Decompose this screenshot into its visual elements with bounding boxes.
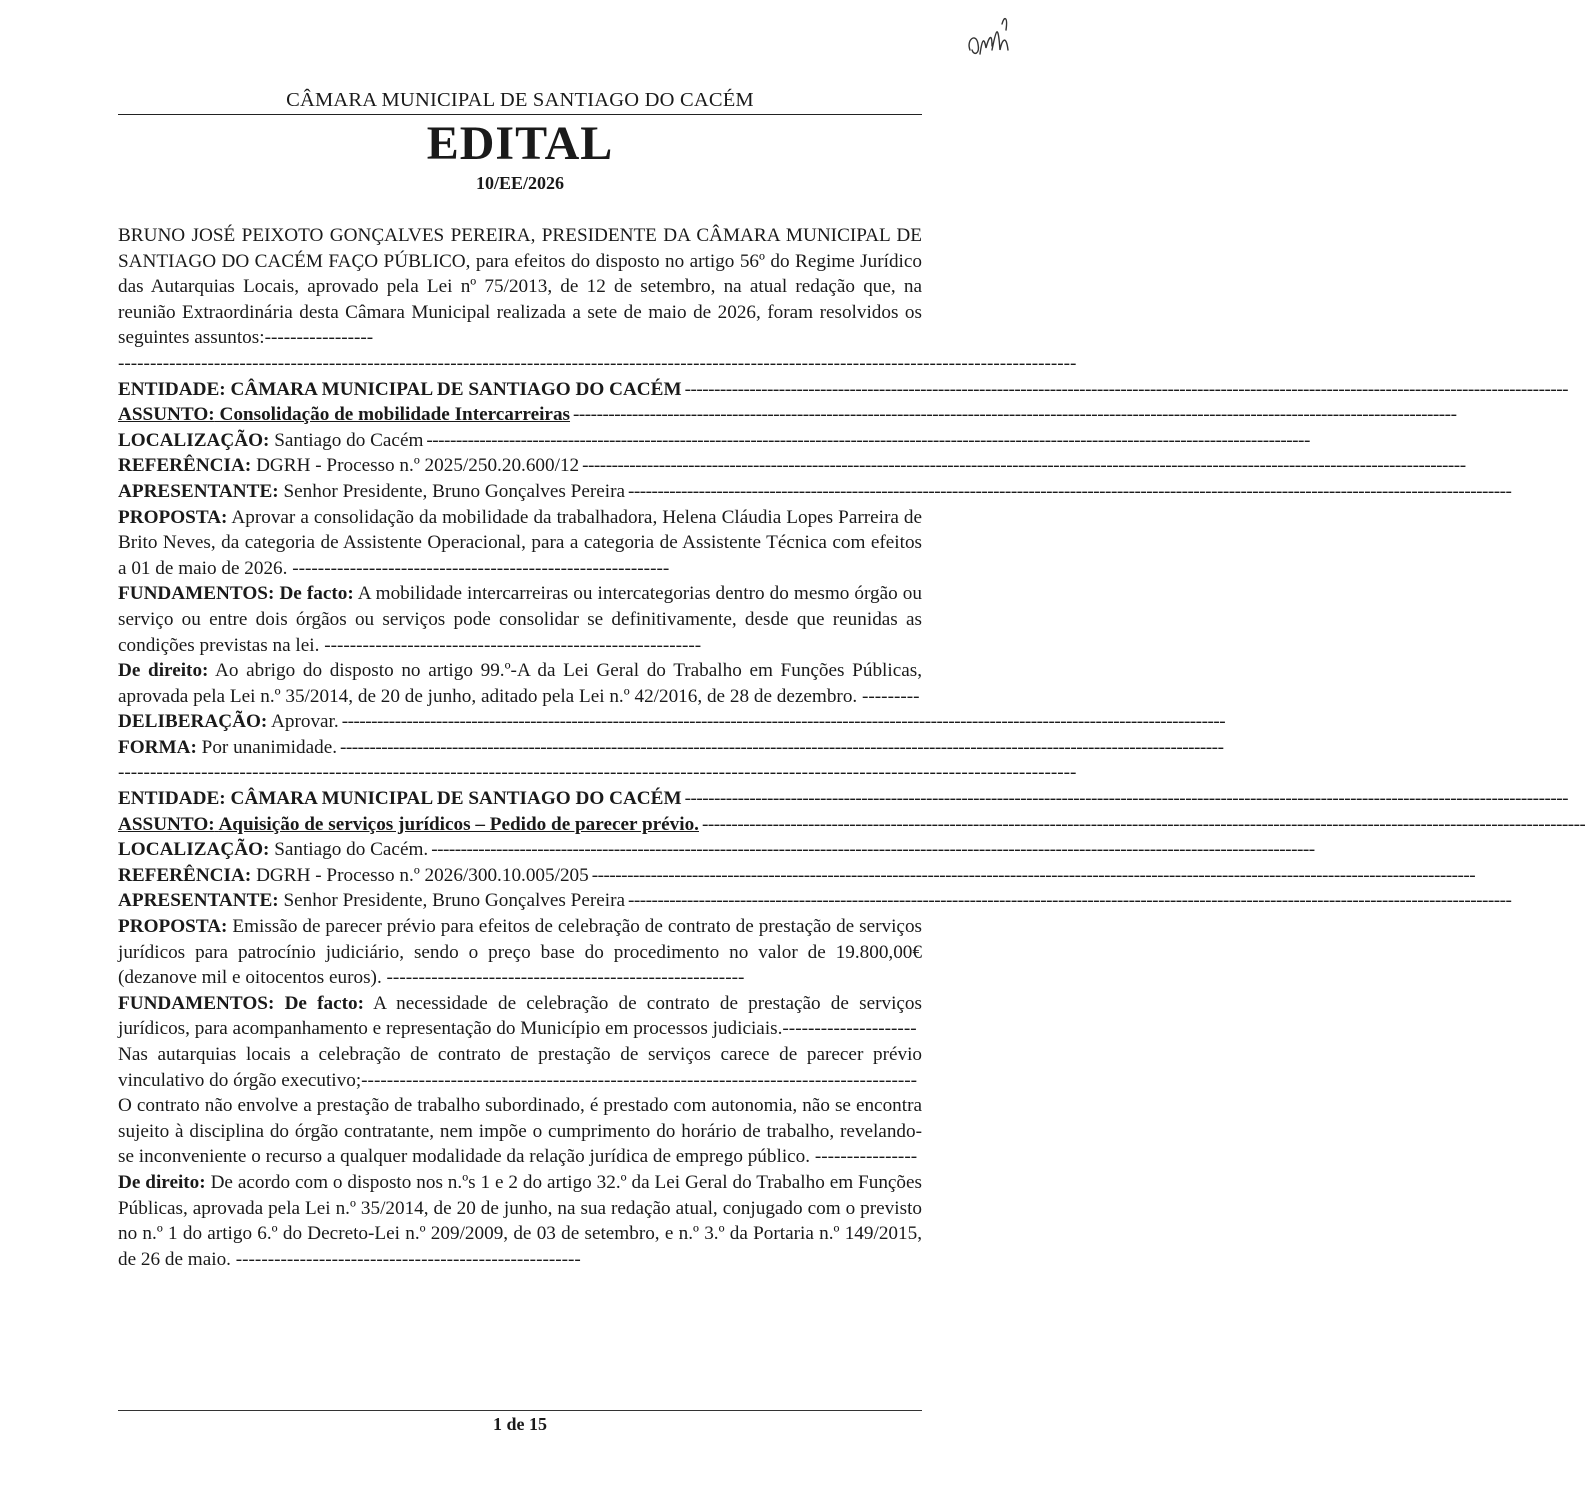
item-2-assunto — [118, 812, 1585, 838]
dash-filler: ------------------------------------------------------------------------------------------------------------------------------------------------------ — [628, 890, 1512, 912]
proposta-value: Emissão de parecer prévio para efeitos de celebração de contrato de prestação de serviços jurídicos para patrocínio judiciário, sendo o preço base do procedimento no valor de 19.800,00€ (dezanove mil e oitocentos euros). — [118, 916, 923, 989]
referencia-value: DGRH - Processo n.º 2025/250.20.600/12 — [256, 455, 580, 477]
dash-filler: ---------------- — [810, 1146, 918, 1168]
entidade-value: CÂMARA MUNICIPAL DE SANTIAGO DO CACÉM — [230, 378, 682, 400]
apresentante-label: APRESENTANTE: — [118, 890, 279, 912]
localizacao-label: LOCALIZAÇÃO: — [118, 429, 270, 451]
localizacao-value: Santiago do Cacém. — [274, 839, 429, 861]
header — [118, 89, 922, 119]
item-2-direito — [118, 1170, 922, 1272]
dash-filler: ------------------------------------------------------------------------------------------------------------------------------------------------------ — [426, 429, 1310, 451]
facto-3-value: O contrato não envolve a prestação de trabalho subordinado, é prestado com autonomia, não se encontra sujeito à disciplina do órgão contratante, nem impõe o cumprimento do horário de trabalho, revelando-se inconveniente o recurso a qualquer modalidade da relação jurídica de emprego público. — [118, 1095, 922, 1168]
item-2-facto-2 — [118, 1042, 922, 1093]
deliberacao-label: DELIBERAÇÃO: — [118, 711, 268, 733]
item-1-referencia — [118, 453, 1466, 479]
dash-filler: ------------------------------------------------------------------------------------------------------------------------------------------------------ — [684, 378, 1569, 400]
item-2-fundamentos — [118, 991, 922, 1042]
direito-value: Ao abrigo do disposto no artigo 99.º-A da Lei Geral do Trabalho em Funções Públicas, aprovada pela Lei n.º 35/2014, de 20 de junho, aditado pela Lei n.º 42/2016, de 28 de dezembro. — [118, 660, 922, 707]
facto-2-value: Nas autarquias locais a celebração de contrato de prestação de serviços carece de parecer prévio vinculativo do órgão executivo; — [118, 1044, 922, 1091]
proposta-value: Aprovar a consolidação da mobilidade da trabalhadora, Helena Cláudia Lopes Parreira de Brito Neves, da categoria de Assistente Operacional, para a categoria de Assistente Técnica com efeitos a 01 de maio de 2026. — [118, 506, 922, 579]
facto-value: A mobilidade intercarreiras ou intercategorias dentro do mesmo órgão ou serviço ou entre dois órgãos ou serviços pode consolidar se definitivamente, desde que reunidas as condições previstas na lei. — [118, 583, 922, 656]
entidade-value: CÂMARA MUNICIPAL DE SANTIAGO DO CACÉM — [230, 788, 682, 810]
assunto-label: ASSUNTO: — [118, 813, 215, 835]
assunto-value: Consolidação de mobilidade Intercarreiras — [219, 404, 571, 426]
item-1-direito — [118, 658, 922, 709]
handwritten-initials — [962, 10, 1022, 70]
referencia-label: REFERÊNCIA: — [118, 455, 252, 477]
intro-text: BRUNO JOSÉ PEIXOTO GONÇALVES PEREIRA, PRESIDENTE DA CÂMARA MUNICIPAL DE SANTIAGO DO CACÉM FAÇO PÚBLICO, para efeitos do disposto no artigo 56º do Regime Jurídico das Autarquias Locais, aprovado pela Lei nº 75/2013, de 12 de setembro, na atual redação que, na reunião Extraordinária desta Câmara Municipal realizada a sete de maio de 2026, foram resolvidos os seguintes assuntos: — [118, 225, 922, 349]
dash-filler: ----------------- — [264, 327, 374, 349]
assunto-label: ASSUNTO: — [118, 404, 215, 426]
document-number: 10/EE/2026 — [475, 173, 564, 193]
item-1-assunto — [118, 402, 1457, 428]
item-1-fundamentos — [118, 581, 922, 658]
referencia-label: REFERÊNCIA: — [118, 864, 252, 886]
separator-line: ------------------------------------------------------------------------------------------------------------------------------------------------------ — [118, 762, 1077, 784]
localizacao-value: Santiago do Cacém — [274, 429, 424, 451]
apresentante-value: Senhor Presidente, Bruno Gonçalves Pereira — [283, 890, 625, 912]
dash-filler: ------------------------------------------------------------------------------------------------------------------------------------------------------ — [431, 839, 1315, 861]
entidade-label: ENTIDADE: — [118, 378, 226, 400]
dash-filler: ------------------------------------------------------------------------------------------------------------------------------------------------------ — [582, 455, 1466, 477]
header-rule — [118, 114, 922, 115]
dash-filler: ------------------------------------------------------------------------------------------------------------------------------------------------------ — [591, 864, 1476, 886]
apresentante-value: Senhor Presidente, Bruno Gonçalves Pereira — [283, 480, 625, 502]
institution-name: CÂMARA MUNICIPAL DE SANTIAGO DO CACÉM — [282, 89, 758, 111]
dash-filler: ----------------------------------------------------------- — [319, 634, 702, 656]
dash-filler: --------------------- — [782, 1018, 917, 1040]
localizacao-label: LOCALIZAÇÃO: — [118, 839, 270, 861]
dash-filler: ------------------------------------------------------------------------------------------------------------------------------------------------------ — [341, 711, 1226, 733]
dash-filler: --------- — [857, 685, 920, 707]
direito-label: De direito: — [118, 1171, 206, 1193]
intro-paragraph — [118, 223, 922, 351]
referencia-value: DGRH - Processo n.º 2026/300.10.005/205 — [256, 864, 589, 886]
item-1-proposta — [118, 505, 922, 582]
item-2-localizacao — [118, 837, 1315, 863]
direito-value: De acordo com o disposto nos n.ºs 1 e 2 do artigo 32.º da Lei Geral do Trabalho em Funções Públicas, aprovada pela Lei n.º 35/2014, de 20 de junho, na sua redação atual, conjugado com o previsto no n.º 1 do artigo 6.º do Decreto-Lei n.º 209/2009, de 03 de setembro, e n.º 3.º da Portaria n.º 149/2015, de 26 de maio. — [118, 1171, 923, 1270]
document-title: EDITAL — [426, 117, 614, 170]
entidade-label: ENTIDADE: — [118, 788, 226, 810]
item-1-localizacao — [118, 428, 1310, 454]
facto-value: A necessidade de celebração de contrato de prestação de serviços jurídicos, para acompanhamento e representação do Município em processos judiciais. — [118, 992, 922, 1040]
item-2-apresentante — [118, 888, 1512, 914]
dash-filler: ----------------------------------------------------------- — [287, 557, 670, 579]
item-2-proposta — [118, 914, 922, 991]
item-1-entidade — [118, 377, 1569, 403]
footer-rule — [118, 1410, 922, 1411]
dash-filler: ------------------------------------------------------------------------------------------------------------------------------------------------------ — [701, 813, 1585, 835]
dash-filler: ------------------------------------------------------------------------------------------------------------------------------------------------------ — [628, 480, 1512, 502]
item-1-deliberacao — [118, 709, 1226, 735]
dash-filler: ------------------------------------------------------------------------------------------------------------------------------------------------------ — [340, 736, 1224, 758]
page-number: 1 de 15 — [493, 1414, 547, 1434]
direito-label: De direito: — [118, 660, 209, 682]
dash-filler: ------------------------------------------------------------------------------------------------------------------------------------------------------ — [573, 404, 1457, 426]
item-1-apresentante — [118, 479, 1512, 505]
forma-label: FORMA: — [118, 736, 197, 758]
item-2-facto-3 — [118, 1093, 922, 1170]
fundamentos-label: FUNDAMENTOS: — [118, 583, 275, 605]
dash-filler: ------------------------------------------------------------------------------------------------------------------------------------------------------ — [684, 788, 1569, 810]
facto-label: De facto: — [284, 992, 365, 1014]
fundamentos-label: FUNDAMENTOS: — [118, 992, 275, 1014]
item-1-forma — [118, 735, 1224, 761]
document-body — [118, 223, 1585, 1272]
item-2-entidade — [118, 786, 1569, 812]
facto-label: De facto: — [279, 583, 354, 605]
dash-filler: ------------------------------------------------------ — [230, 1248, 581, 1270]
separator-line: ------------------------------------------------------------------------------------------------------------------------------------------------------ — [118, 352, 1077, 374]
deliberacao-value: Aprovar. — [271, 711, 339, 733]
apresentante-label: APRESENTANTE: — [118, 480, 279, 502]
assunto-value: Aquisição de serviços jurídicos – Pedido de parecer prévio. — [218, 813, 699, 835]
forma-value: Por unanimidade. — [201, 736, 338, 758]
proposta-label: PROPOSTA: — [118, 506, 228, 528]
item-2-referencia — [118, 863, 1476, 889]
dash-filler: -------------------------------------------------------- — [381, 967, 745, 989]
proposta-label: PROPOSTA: — [118, 916, 228, 938]
dash-filler: --------------------------------------------------------------------------------------- — [361, 1069, 918, 1091]
